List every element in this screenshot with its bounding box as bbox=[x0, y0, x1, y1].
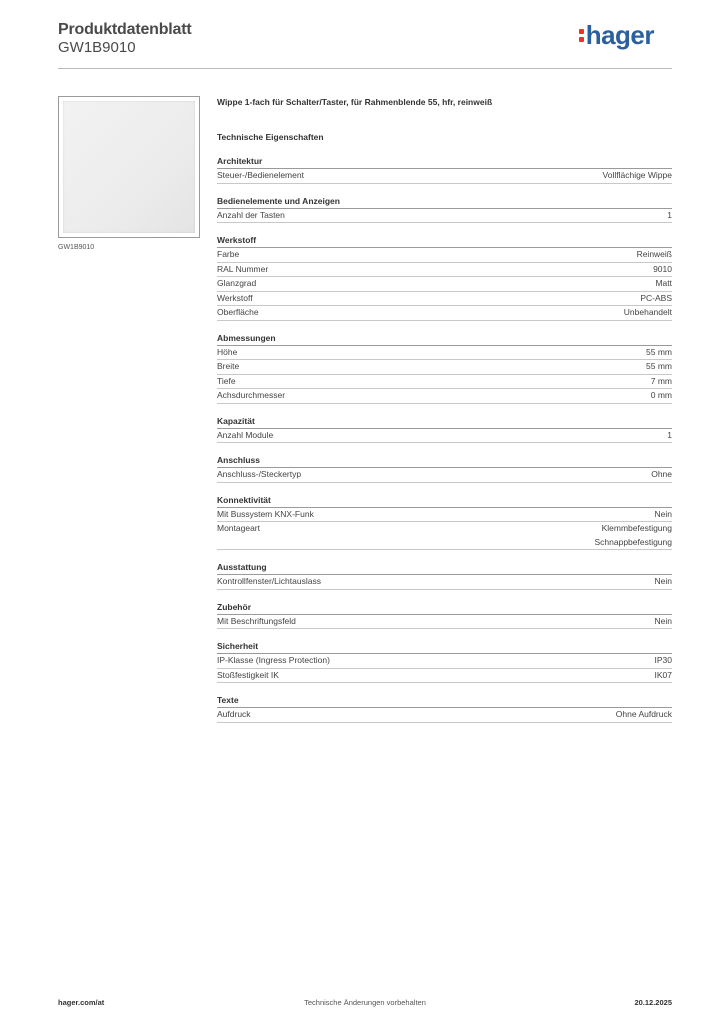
product-image-caption: GW1B9010 bbox=[58, 244, 95, 251]
spec-value-line: 7 mm bbox=[650, 375, 672, 386]
spec-value-line: IP30 bbox=[654, 655, 672, 665]
spec-section bbox=[217, 561, 672, 590]
spec-row bbox=[217, 375, 672, 390]
spec-row bbox=[217, 468, 672, 483]
spec-section bbox=[217, 155, 672, 184]
spec-row bbox=[217, 522, 672, 550]
section-title: Kapazität bbox=[217, 415, 672, 429]
section-title: Zubehör bbox=[217, 601, 672, 615]
spec-label: Kontrollfenster/Lichtauslass bbox=[217, 576, 321, 586]
spec-value bbox=[655, 669, 673, 683]
hager-logo bbox=[578, 20, 654, 51]
logo-dots-icon bbox=[578, 20, 586, 46]
spec-label: Höhe bbox=[217, 346, 238, 357]
tech-properties-heading: Technische Eigenschaften bbox=[217, 132, 324, 142]
section-title: Bedienelemente und Anzeigen bbox=[217, 195, 672, 209]
page-footer bbox=[58, 998, 672, 1010]
spec-row bbox=[217, 508, 672, 523]
spec-label: Werkstoff bbox=[217, 292, 253, 303]
spec-label: Steuer-/Bedienelement bbox=[217, 170, 304, 180]
section-title: Sicherheit bbox=[217, 640, 672, 654]
section-title: Ausstattung bbox=[217, 561, 672, 575]
spec-row bbox=[217, 360, 672, 375]
spec-row bbox=[217, 389, 672, 404]
spec-row bbox=[217, 292, 672, 307]
spec-row bbox=[217, 306, 672, 321]
spec-value bbox=[655, 508, 672, 522]
spec-sections bbox=[217, 155, 672, 723]
spec-label: IP-Klasse (Ingress Protection) bbox=[217, 655, 330, 665]
spec-value-line: 55 mm bbox=[646, 346, 672, 357]
spec-section bbox=[217, 694, 672, 723]
document-title: Produktdatenblatt bbox=[58, 21, 192, 38]
spec-label: RAL Nummer bbox=[217, 263, 269, 274]
spec-value-line: 0 mm bbox=[650, 390, 672, 400]
spec-value-line: 9010 bbox=[653, 263, 672, 274]
spec-value bbox=[594, 522, 672, 549]
spec-section bbox=[217, 195, 672, 224]
spec-value-line: IK07 bbox=[654, 669, 672, 680]
spec-label: Anzahl Module bbox=[217, 429, 274, 440]
spec-value bbox=[603, 169, 672, 183]
section-title: Werkstoff bbox=[217, 234, 672, 248]
spec-section bbox=[217, 601, 672, 630]
spec-row bbox=[217, 708, 672, 723]
rocker-plate-image bbox=[63, 101, 195, 233]
footer-date: 20.12.2025 bbox=[634, 998, 672, 1007]
header-divider bbox=[58, 68, 672, 69]
spec-value bbox=[653, 263, 672, 277]
spec-section bbox=[217, 415, 672, 444]
spec-value-line: Ohne bbox=[651, 469, 672, 479]
spec-label: Aufdruck bbox=[217, 709, 251, 719]
spec-label: Achsdurchmesser bbox=[217, 390, 286, 400]
spec-label: Anzahl der Tasten bbox=[217, 209, 285, 220]
spec-value bbox=[655, 615, 672, 629]
spec-row bbox=[217, 169, 672, 184]
spec-value-line: Reinweiß bbox=[636, 249, 672, 259]
spec-value bbox=[640, 292, 672, 306]
spec-value-line: Unbehandelt bbox=[623, 307, 672, 317]
spec-value bbox=[637, 248, 672, 262]
spec-label: Stoßfestigkeit IK bbox=[217, 669, 279, 680]
spec-value bbox=[624, 306, 672, 320]
spec-row bbox=[217, 615, 672, 630]
product-description: Wippe 1-fach für Schalter/Taster, für Rahmenblende 55, hfr, reinweiß bbox=[217, 97, 493, 107]
spec-value-line: PC-ABS bbox=[640, 292, 672, 303]
spec-value-line: Schnappbefestigung bbox=[594, 536, 672, 547]
section-title: Anschluss bbox=[217, 454, 672, 468]
spec-label: Glanzgrad bbox=[217, 278, 257, 288]
spec-label: Breite bbox=[217, 361, 240, 371]
spec-value bbox=[667, 209, 672, 223]
spec-section bbox=[217, 640, 672, 683]
spec-value bbox=[655, 654, 673, 668]
spec-row bbox=[217, 346, 672, 361]
spec-value bbox=[651, 375, 672, 389]
spec-row bbox=[217, 429, 672, 444]
spec-label: Mit Beschriftungsfeld bbox=[217, 615, 296, 626]
product-image bbox=[58, 96, 200, 238]
spec-row bbox=[217, 263, 672, 278]
section-title: Konnektivität bbox=[217, 494, 672, 508]
section-title: Texte bbox=[217, 694, 672, 708]
spec-value bbox=[655, 277, 672, 291]
spec-value-line: Matt bbox=[655, 278, 672, 288]
spec-section bbox=[217, 494, 672, 551]
spec-row bbox=[217, 248, 672, 263]
spec-value-line: Nein bbox=[654, 615, 672, 626]
spec-value bbox=[616, 708, 672, 722]
spec-value bbox=[646, 346, 672, 360]
page-header bbox=[58, 20, 672, 68]
spec-label: Farbe bbox=[217, 249, 240, 259]
spec-section bbox=[217, 454, 672, 483]
spec-row bbox=[217, 654, 672, 669]
spec-section bbox=[217, 234, 672, 321]
spec-content bbox=[217, 95, 672, 723]
spec-section bbox=[217, 332, 672, 404]
spec-value-line: 1 bbox=[667, 209, 672, 220]
spec-row bbox=[217, 575, 672, 590]
spec-value bbox=[646, 360, 672, 374]
logo-text: hager bbox=[585, 20, 654, 50]
spec-label: Oberfläche bbox=[217, 307, 259, 317]
spec-row bbox=[217, 277, 672, 292]
footer-website: hager.com/at bbox=[58, 998, 105, 1007]
spec-value bbox=[651, 468, 672, 482]
spec-row bbox=[217, 669, 672, 684]
spec-value-line: Vollflächige Wippe bbox=[602, 170, 672, 180]
spec-label: Anschluss-/Steckertyp bbox=[217, 469, 302, 479]
spec-label: Montageart bbox=[217, 523, 260, 533]
spec-value-line: 55 mm bbox=[646, 361, 672, 371]
spec-label: Tiefe bbox=[217, 375, 236, 386]
spec-value-line: 1 bbox=[667, 429, 672, 440]
spec-value-line: Ohne Aufdruck bbox=[615, 709, 672, 719]
spec-value bbox=[655, 575, 672, 589]
spec-value-line: Nein bbox=[654, 576, 672, 586]
section-title: Architektur bbox=[217, 155, 672, 169]
spec-row bbox=[217, 209, 672, 224]
footer-disclaimer: Technische Änderungen vorbehalten bbox=[304, 998, 426, 1007]
product-code: GW1B9010 bbox=[58, 39, 136, 56]
section-title: Abmessungen bbox=[217, 332, 672, 346]
spec-value bbox=[667, 429, 672, 443]
spec-value bbox=[651, 389, 672, 403]
spec-value-line: Nein bbox=[654, 508, 672, 519]
spec-label: Mit Bussystem KNX-Funk bbox=[217, 508, 314, 519]
spec-value-line: Klemmbefestigung bbox=[601, 523, 672, 533]
